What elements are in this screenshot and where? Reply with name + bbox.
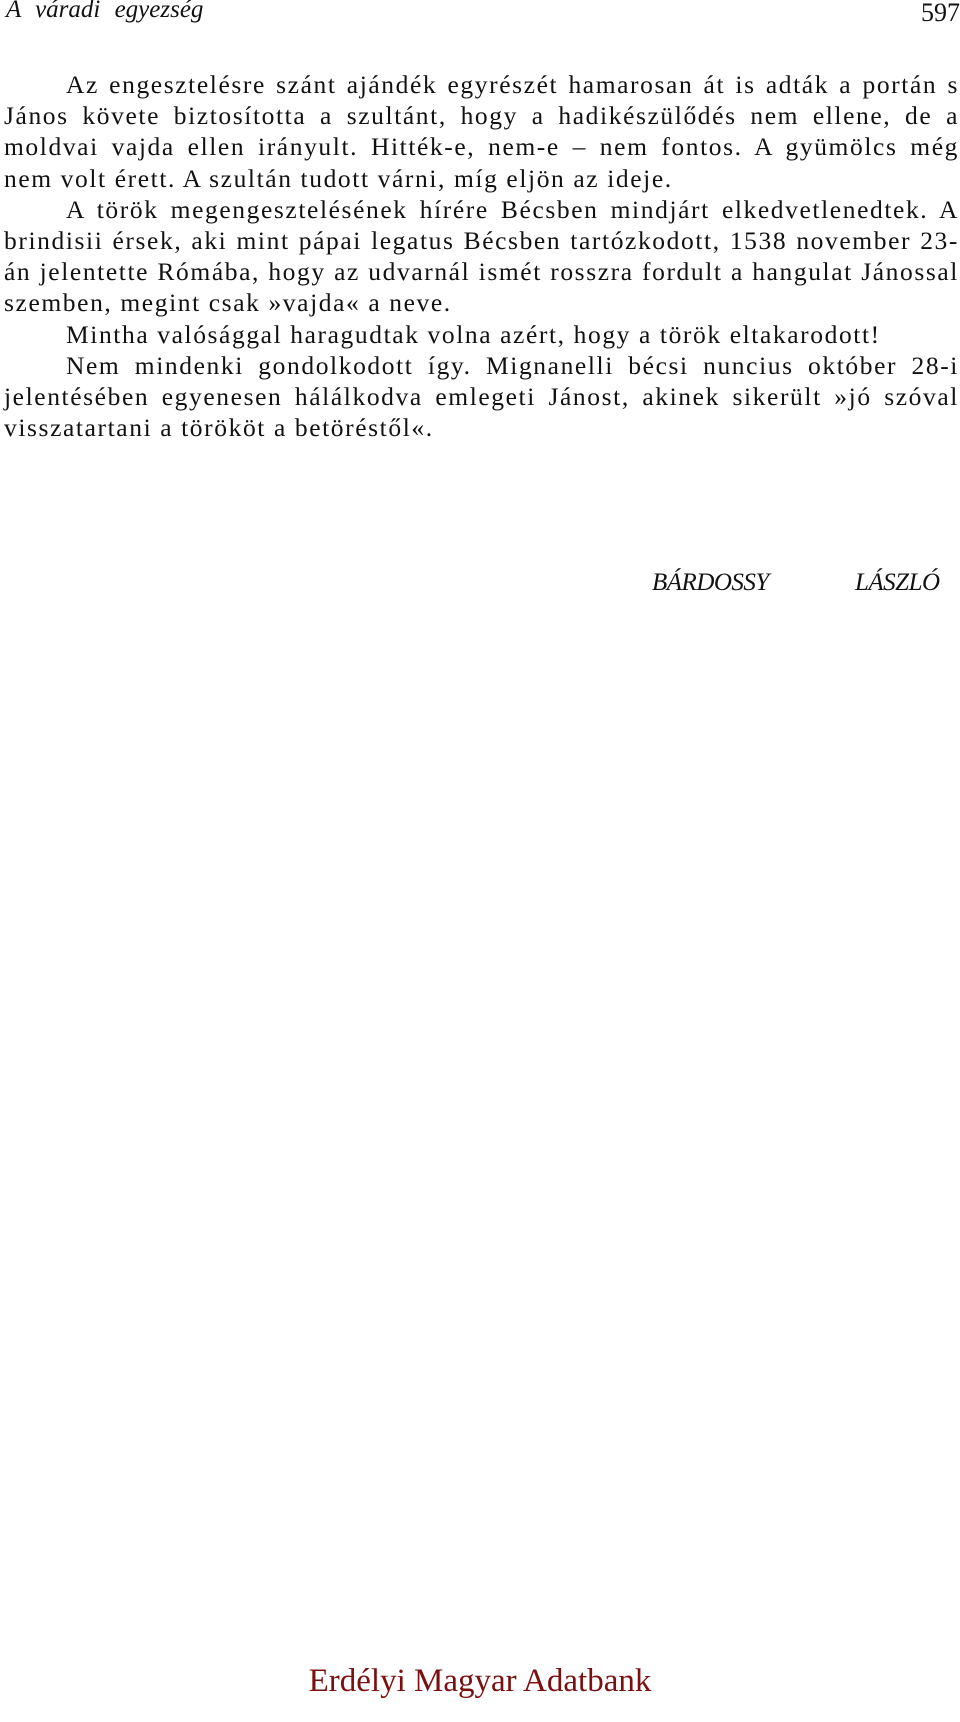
paragraph: Az engesztelésre szánt ajándék egyrészét hamarosan át is adták a portán s János követe biztosította a szultánt, hogy a hadikészülődés nem ellene, de a moldvai vajda ellen irányult. Hitték-e, nem-e – nem fontos. A gyümölcs még nem volt érett. A szultán tudott várni, míg eljön az ideje. (4, 70, 959, 193)
paragraph: Nem mindenki gondolkodott így. Mignanelli bécsi nuncius október 28-i jelentésében egyenesen hálálkodva emlegeti Jánost, akinek sikerült »jó szóval visszatartani a törököt a betöréstől«. (4, 350, 959, 443)
paragraph: Mintha valósággal haragudtak volna azért, hogy a török eltakarodott! (66, 319, 881, 349)
author-last-name: LÁSZLÓ (855, 569, 940, 596)
body-text (4, 69, 959, 443)
running-title: A váradi egyezség (6, 0, 204, 23)
paragraph: A török megengesztelésének hírére Bécsben mindjárt elkedvetlenedtek. A brindisii érsek, aki mint pápai legatus Bécsben tartózkodott, 1538 november 23-án jelentette Rómába, hogy az udvarnál ismét rosszra fordult a hangulat Jánossal szemben, megint csak »vajda« a neve. (4, 194, 959, 318)
author-first-name: BÁRDOSSY (652, 569, 769, 596)
page-number: 597 (921, 0, 960, 27)
source-footer: Erdélyi Magyar Adatbank (308, 1663, 652, 1699)
